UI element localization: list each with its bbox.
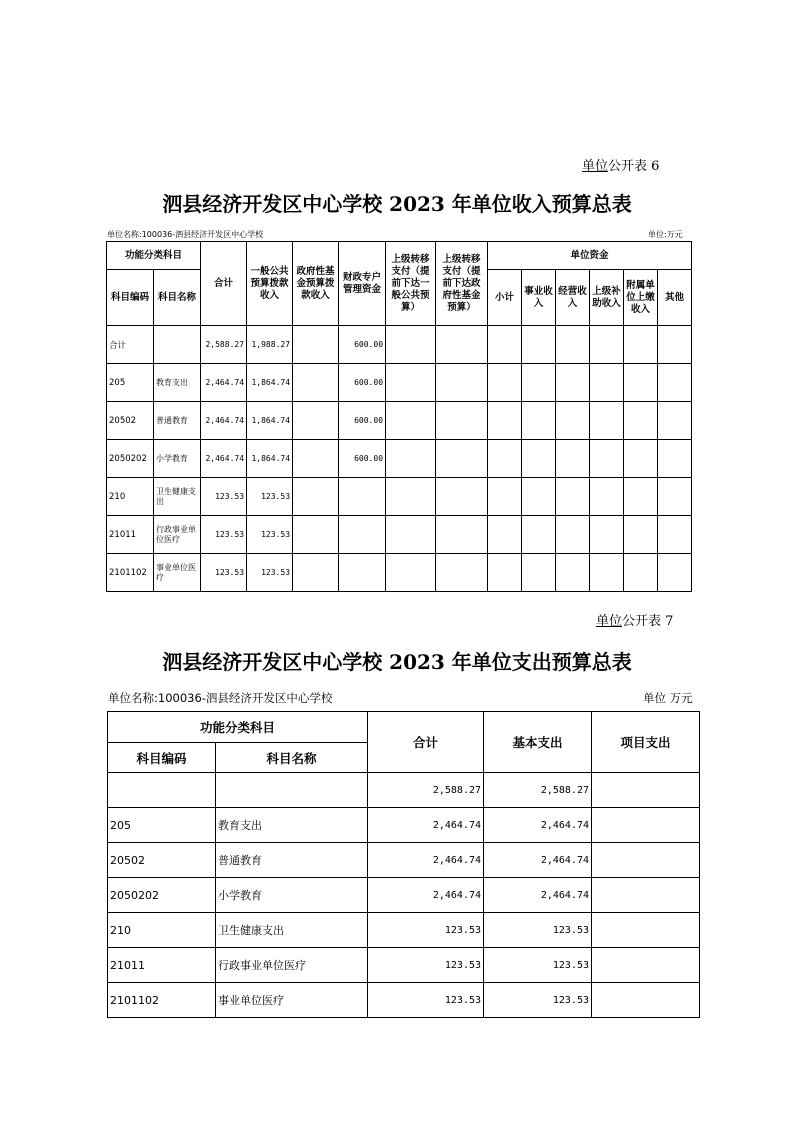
cell-transfer-general [386, 554, 436, 592]
cell-basic: 123.53 [484, 948, 592, 983]
table-row [107, 554, 692, 592]
table-row [108, 983, 700, 1018]
cell-transfer-fund [436, 402, 488, 440]
cell-subsidy-income [590, 516, 624, 554]
header-func-group: 功能分类科目 [108, 712, 368, 743]
cell-affiliated-income [624, 554, 658, 592]
cell-gov-fund [293, 554, 339, 592]
cell-business-income [522, 478, 556, 516]
cell-gov-fund [293, 516, 339, 554]
table-label-suffix: 公开表 6 [608, 159, 660, 174]
expense-table-title: 泗县经济开发区中心学校 2023 年单位支出预算总表 [162, 650, 632, 674]
cell-code: 2050202 [108, 878, 216, 913]
table-label-prefix: 单位 [582, 159, 609, 174]
header-operating-income: 经营收入 [556, 270, 590, 326]
header-name: 科目名称 [154, 270, 201, 326]
cell-other [658, 554, 692, 592]
cell-name: 教育支出 [216, 808, 368, 843]
table-row [107, 516, 692, 554]
cell-other [658, 478, 692, 516]
header-code: 科目编码 [107, 270, 154, 326]
cell-other [658, 364, 692, 402]
cell-fiscal-account [339, 554, 386, 592]
header-total: 合计 [201, 242, 247, 326]
header-transfer-fund: 上级转移支付（提前下达政府性基金预算） [436, 242, 488, 326]
cell-gov-fund [293, 440, 339, 478]
cell-operating-income [556, 478, 590, 516]
header-gov-fund: 政府性基金预算拨款收入 [293, 242, 339, 326]
cell-transfer-fund [436, 478, 488, 516]
table-label-7 [596, 610, 673, 629]
cell-subtotal [488, 326, 522, 364]
cell-transfer-general [386, 402, 436, 440]
cell-total: 123.53 [201, 478, 247, 516]
cell-code: 205 [107, 364, 154, 402]
table-row [107, 402, 692, 440]
cell-total: 2,464.74 [368, 808, 484, 843]
table-row [108, 913, 700, 948]
cell-subsidy-income [590, 554, 624, 592]
cell-project [592, 983, 700, 1018]
cell-other [658, 440, 692, 478]
cell-name: 卫生健康支出 [216, 913, 368, 948]
cell-name: 行政事业单位医疗 [154, 516, 201, 554]
cell-operating-income [556, 402, 590, 440]
cell-name: 事业单位医疗 [154, 554, 201, 592]
cell-fiscal-account [339, 516, 386, 554]
cell-subtotal [488, 478, 522, 516]
header-subtotal: 小计 [488, 270, 522, 326]
cell-transfer-general [386, 440, 436, 478]
cell-general-budget: 123.53 [247, 516, 293, 554]
cell-name: 小学教育 [154, 440, 201, 478]
cell-operating-income [556, 516, 590, 554]
cell-total: 2,588.27 [201, 326, 247, 364]
cell-total: 2,588.27 [368, 773, 484, 808]
cell-other [658, 326, 692, 364]
cell-transfer-fund [436, 516, 488, 554]
cell-subtotal [488, 440, 522, 478]
header-affiliated-income: 附属单位上缴收入 [624, 270, 658, 326]
cell-name: 普通教育 [216, 843, 368, 878]
table-label-6 [582, 155, 659, 174]
header-general-budget: 一般公共预算拨款收入 [247, 242, 293, 326]
cell-general-budget: 1,864.74 [247, 402, 293, 440]
table-label-prefix: 单位 [596, 614, 623, 629]
header-project: 项目支出 [592, 712, 700, 773]
cell-code: 合计 [107, 326, 154, 364]
cell-name: 行政事业单位医疗 [216, 948, 368, 983]
cell-code: 210 [107, 478, 154, 516]
cell-affiliated-income [624, 478, 658, 516]
cell-project [592, 878, 700, 913]
expense-budget-table [107, 711, 700, 1018]
cell-total: 123.53 [201, 516, 247, 554]
cell-total: 123.53 [368, 948, 484, 983]
table-row [108, 843, 700, 878]
cell-total: 2,464.74 [368, 878, 484, 913]
header-fiscal-account: 财政专户管理资金 [339, 242, 386, 326]
cell-gov-fund [293, 364, 339, 402]
cell-code: 21011 [108, 948, 216, 983]
table-row [108, 773, 700, 808]
cell-name [154, 326, 201, 364]
cell-code: 2101102 [107, 554, 154, 592]
income-unit-measure: 单位:万元 [648, 230, 683, 239]
cell-subtotal [488, 554, 522, 592]
cell-code: 2101102 [108, 983, 216, 1018]
cell-transfer-fund [436, 440, 488, 478]
header-func-group: 功能分类科目 [107, 242, 201, 270]
table-row [108, 948, 700, 983]
cell-name: 教育支出 [154, 364, 201, 402]
cell-project [592, 913, 700, 948]
cell-operating-income [556, 364, 590, 402]
cell-fiscal-account: 600.00 [339, 402, 386, 440]
cell-transfer-fund [436, 554, 488, 592]
cell-subsidy-income [590, 326, 624, 364]
cell-general-budget: 1,864.74 [247, 440, 293, 478]
header-name: 科目名称 [216, 743, 368, 773]
cell-basic: 123.53 [484, 983, 592, 1018]
cell-basic: 123.53 [484, 913, 592, 948]
cell-name: 事业单位医疗 [216, 983, 368, 1018]
cell-name: 卫生健康支出 [154, 478, 201, 516]
cell-transfer-fund [436, 364, 488, 402]
cell-business-income [522, 516, 556, 554]
cell-operating-income [556, 440, 590, 478]
cell-general-budget: 123.53 [247, 554, 293, 592]
cell-total: 2,464.74 [201, 440, 247, 478]
cell-subsidy-income [590, 440, 624, 478]
cell-affiliated-income [624, 440, 658, 478]
cell-total: 2,464.74 [201, 402, 247, 440]
income-budget-table [106, 241, 692, 592]
cell-gov-fund [293, 478, 339, 516]
table-row [108, 808, 700, 843]
cell-transfer-general [386, 516, 436, 554]
expense-unit-measure: 单位 万元 [643, 691, 693, 705]
cell-basic: 2,464.74 [484, 878, 592, 913]
cell-project [592, 773, 700, 808]
header-business-income: 事业收入 [522, 270, 556, 326]
header-total: 合计 [368, 712, 484, 773]
cell-business-income [522, 554, 556, 592]
cell-basic: 2,588.27 [484, 773, 592, 808]
cell-general-budget: 123.53 [247, 478, 293, 516]
cell-name: 小学教育 [216, 878, 368, 913]
cell-name: 普通教育 [154, 402, 201, 440]
cell-code: 205 [108, 808, 216, 843]
cell-project [592, 948, 700, 983]
cell-subsidy-income [590, 364, 624, 402]
table-row [107, 364, 692, 402]
income-unit-name: 单位名称:100036-泗县经济开发区中心学校 [107, 230, 264, 239]
cell-code: 20502 [107, 402, 154, 440]
cell-code: 20502 [108, 843, 216, 878]
cell-fiscal-account [339, 478, 386, 516]
cell-code: 2050202 [107, 440, 154, 478]
cell-business-income [522, 402, 556, 440]
cell-subsidy-income [590, 402, 624, 440]
cell-basic: 2,464.74 [484, 808, 592, 843]
cell-fiscal-account: 600.00 [339, 364, 386, 402]
table-row [107, 440, 692, 478]
cell-other [658, 516, 692, 554]
cell-name [216, 773, 368, 808]
cell-affiliated-income [624, 326, 658, 364]
cell-total: 123.53 [368, 983, 484, 1018]
cell-project [592, 808, 700, 843]
cell-subtotal [488, 516, 522, 554]
cell-subtotal [488, 402, 522, 440]
cell-transfer-general [386, 326, 436, 364]
header-basic: 基本支出 [484, 712, 592, 773]
cell-transfer-general [386, 478, 436, 516]
cell-general-budget: 1,988.27 [247, 326, 293, 364]
cell-gov-fund [293, 402, 339, 440]
cell-fiscal-account: 600.00 [339, 326, 386, 364]
cell-business-income [522, 326, 556, 364]
cell-affiliated-income [624, 364, 658, 402]
cell-business-income [522, 364, 556, 402]
cell-total: 123.53 [368, 913, 484, 948]
cell-subsidy-income [590, 478, 624, 516]
header-other: 其他 [658, 270, 692, 326]
cell-subtotal [488, 364, 522, 402]
cell-total: 123.53 [201, 554, 247, 592]
cell-general-budget: 1,864.74 [247, 364, 293, 402]
cell-total: 2,464.74 [201, 364, 247, 402]
table-row [107, 326, 692, 364]
cell-affiliated-income [624, 402, 658, 440]
income-table-title: 泗县经济开发区中心学校 2023 年单位收入预算总表 [162, 192, 632, 216]
expense-unit-name: 单位名称:100036-泗县经济开发区中心学校 [108, 691, 333, 705]
header-unit-funds: 单位资金 [488, 242, 692, 270]
cell-operating-income [556, 326, 590, 364]
header-subsidy-income: 上级补助收入 [590, 270, 624, 326]
cell-code: 21011 [107, 516, 154, 554]
cell-project [592, 843, 700, 878]
header-transfer-general: 上级转移支付（提前下达一般公共预算） [386, 242, 436, 326]
cell-transfer-fund [436, 326, 488, 364]
cell-other [658, 402, 692, 440]
cell-fiscal-account: 600.00 [339, 440, 386, 478]
cell-total: 2,464.74 [368, 843, 484, 878]
cell-gov-fund [293, 326, 339, 364]
table-label-suffix: 公开表 7 [622, 614, 674, 629]
cell-code [108, 773, 216, 808]
table-row [108, 878, 700, 913]
cell-basic: 2,464.74 [484, 843, 592, 878]
cell-operating-income [556, 554, 590, 592]
cell-business-income [522, 440, 556, 478]
table-row [107, 478, 692, 516]
cell-affiliated-income [624, 516, 658, 554]
cell-code: 210 [108, 913, 216, 948]
cell-transfer-general [386, 364, 436, 402]
header-code: 科目编码 [108, 743, 216, 773]
